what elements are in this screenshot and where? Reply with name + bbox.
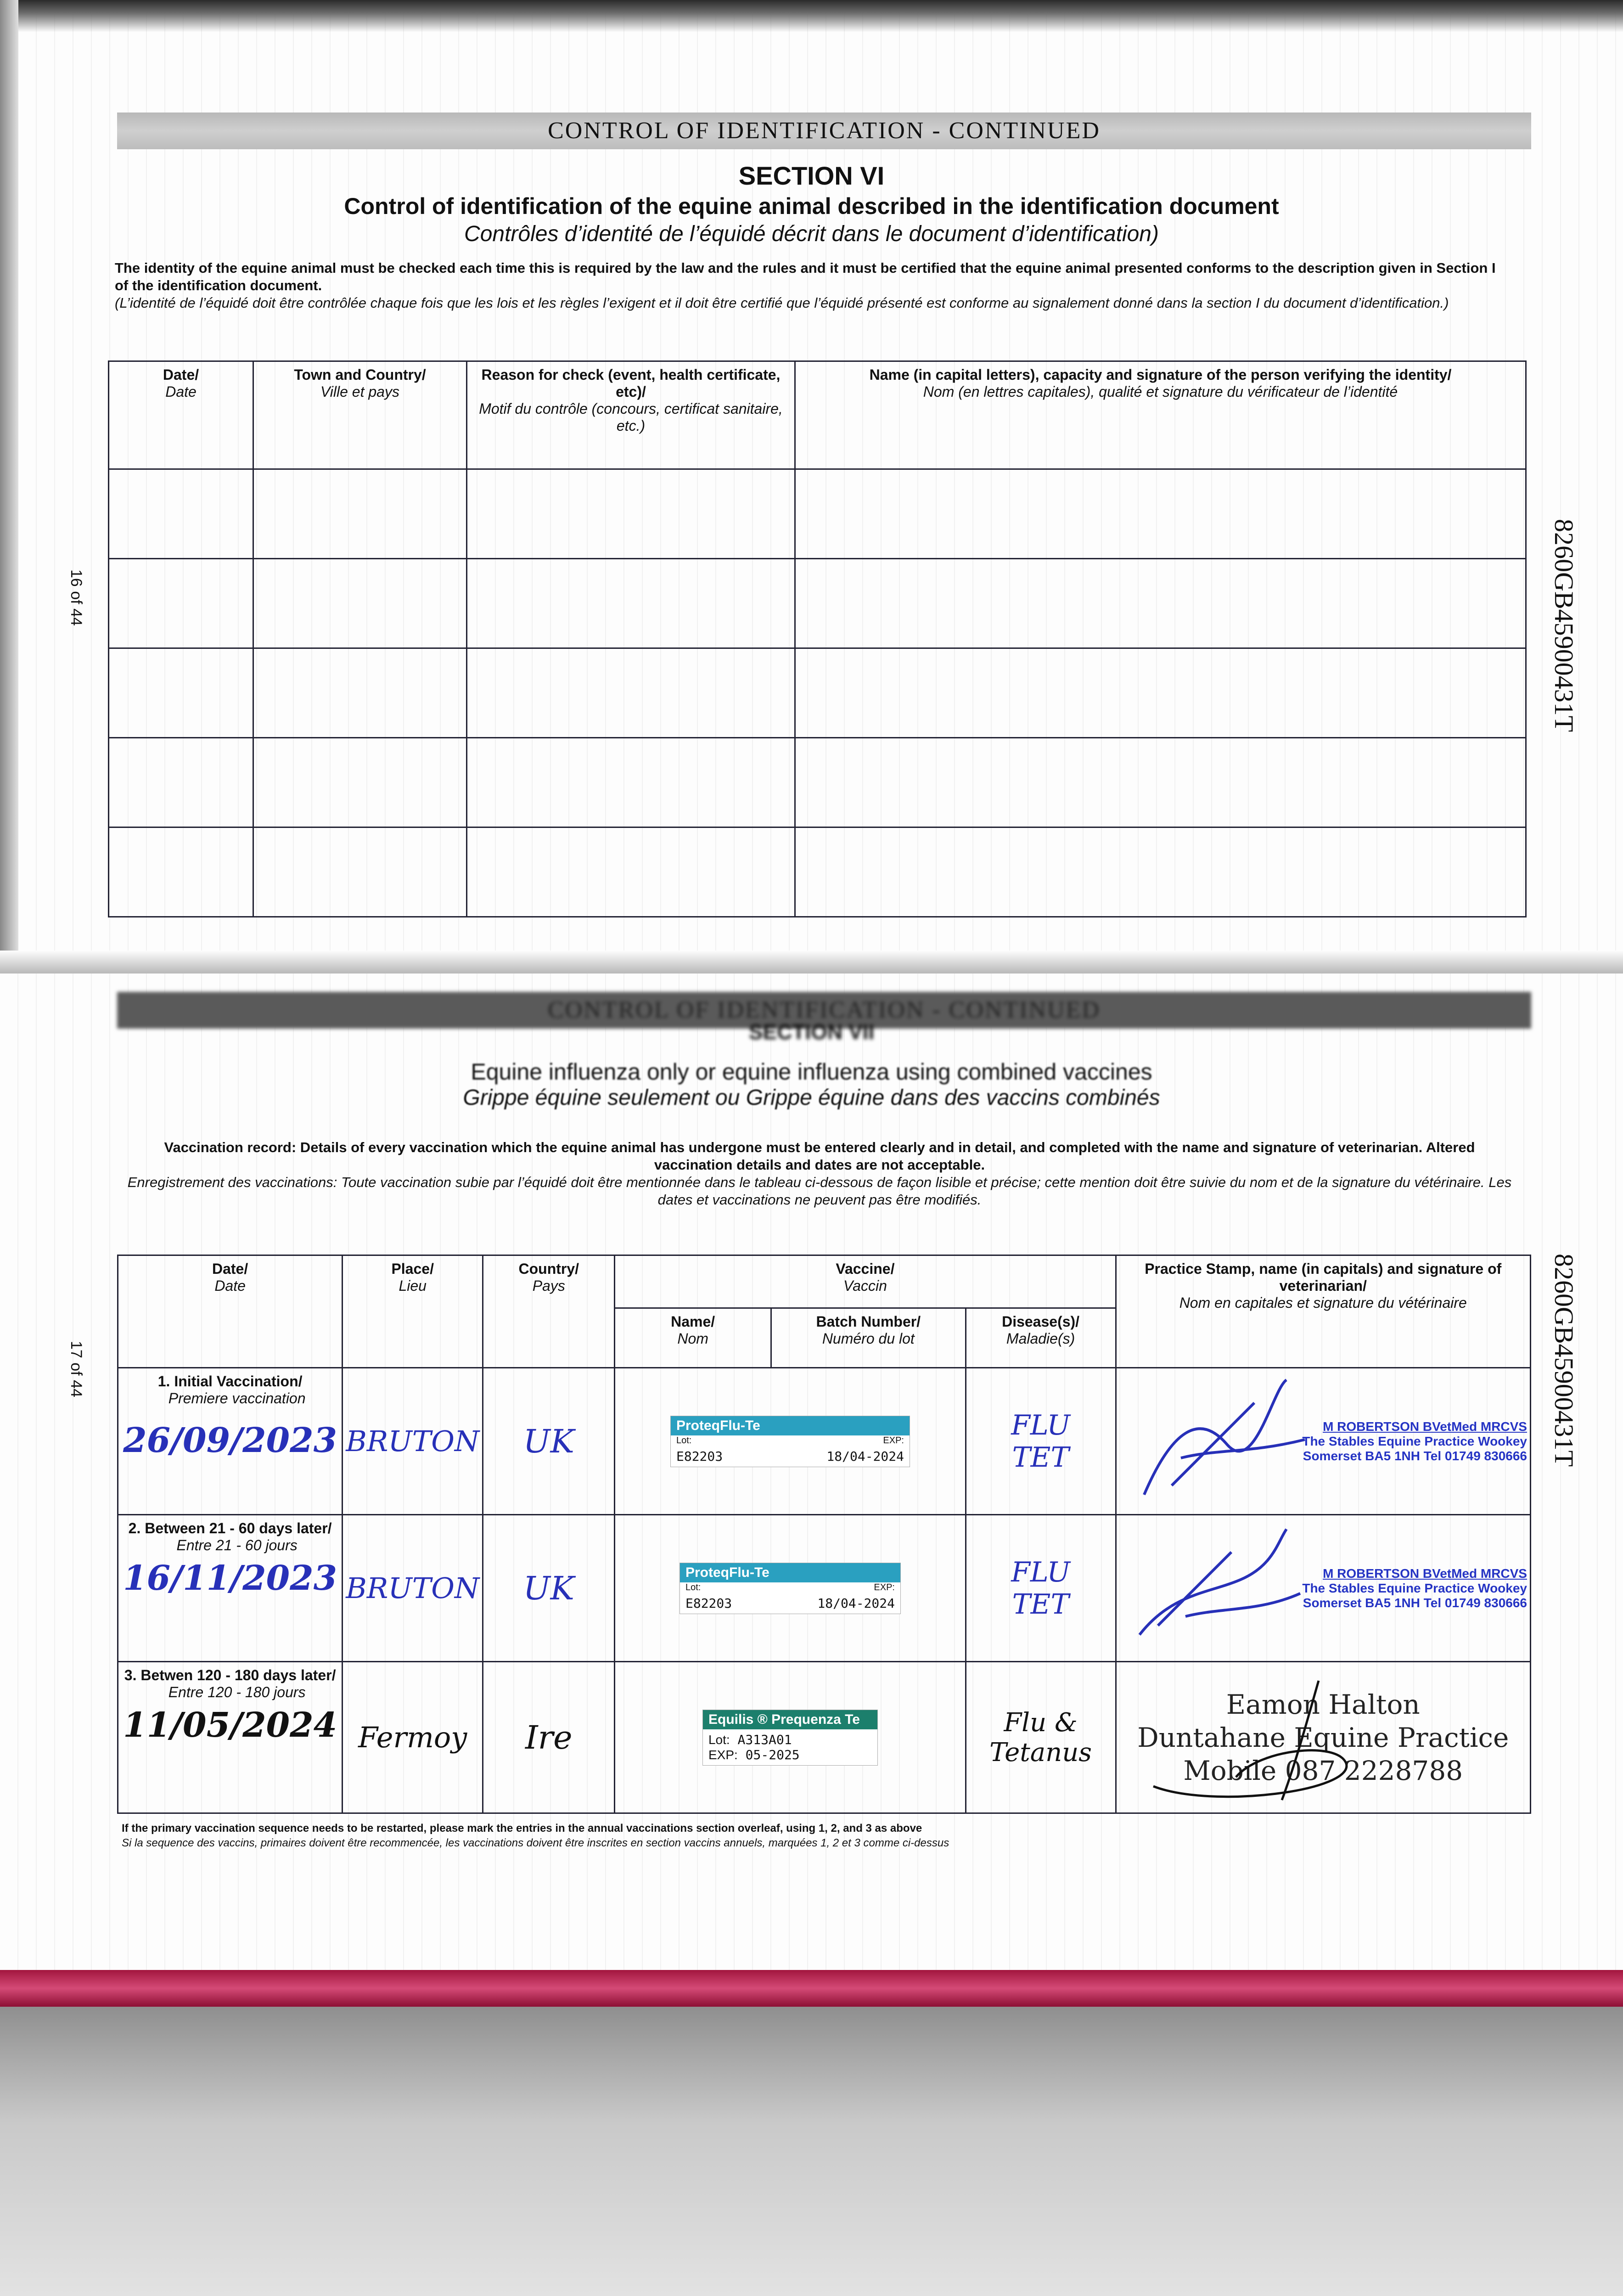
col-name-signature: Name (in capital letters), capacity and signature of the person verifying the identity/ Nom (en lettres capitales), qualité et signature du vérificateur de l’identité	[795, 361, 1526, 469]
date-value: 16/11/2023	[123, 1559, 337, 1598]
col-town: Town and Country/ Ville et pays	[253, 361, 467, 469]
page-17	[0, 974, 1623, 1970]
stamp-cell	[1116, 1368, 1530, 1515]
row-date-cell	[118, 1662, 343, 1813]
table-header-row	[109, 361, 1526, 469]
page-16	[0, 0, 1623, 974]
lot-label: Lot:	[685, 1582, 701, 1593]
vaccine-brand: ProteqFlu-Te	[680, 1563, 900, 1582]
table-row	[109, 827, 1526, 917]
heading-fr: Contrôles d’identité de l’équidé décrit dans le document d’identification)	[464, 222, 1159, 246]
lot-number: E82203	[685, 1595, 732, 1611]
lot-label: Lot:	[708, 1732, 730, 1747]
vaccine-label-cell	[615, 1515, 966, 1662]
row-label: 3. Betwen 120 - 180 days later/	[124, 1667, 336, 1683]
table-row	[109, 469, 1526, 559]
vaccine-sticker	[670, 1416, 910, 1467]
row-label-fr: Entre 21 - 60 jours	[176, 1537, 298, 1553]
table-row	[109, 559, 1526, 648]
country-value: UK	[523, 1422, 574, 1460]
vaccine-brand: Equilis ® Prequenza Te	[703, 1710, 877, 1729]
country-value: Ire	[525, 1718, 573, 1756]
expiry-date: 05-2025	[745, 1747, 800, 1762]
vaccine-sticker	[702, 1710, 878, 1766]
date-value: 26/09/2023	[123, 1421, 337, 1460]
col-batch-number: Batch Number/ Numéro du lot	[771, 1308, 966, 1368]
document-id: 8260GB45900431T	[1549, 519, 1579, 732]
disease-2: Tetanus	[989, 1737, 1092, 1767]
col-vaccine: Vaccine/ Vaccin	[615, 1255, 1116, 1308]
vaccine-brand: ProteqFlu-Te	[671, 1416, 910, 1435]
intro-text	[115, 259, 1511, 312]
table-row	[118, 1662, 1531, 1813]
intro-en: Vaccination record: Details of every vaccination which the equine animal has undergone must be entered clearly and in detail, and completed with the name and signature of veterinarian. Altered vaccination details and dates are not acceptable.	[164, 1139, 1475, 1173]
disease-1: Flu &	[1004, 1707, 1078, 1738]
expiry-date: 18/04-2024	[817, 1595, 895, 1611]
table-row	[118, 1368, 1531, 1515]
section-title: SECTION VI	[738, 161, 885, 190]
col-place: Place/ Lieu	[343, 1255, 483, 1368]
place-cell	[343, 1368, 483, 1515]
disease-cell	[966, 1662, 1116, 1813]
identity-check-table	[108, 360, 1527, 917]
table-row	[109, 648, 1526, 738]
heading-en: Equine influenza only or equine influenza using combined vaccines	[471, 1059, 1152, 1085]
col-vaccine-name: Name/ Nom	[615, 1308, 771, 1368]
vet-stamp: M ROBERTSON BVetMed MRCVS The Stables Equine Practice Wookey Somerset BA5 1NH Tel 01749 830666	[1302, 1419, 1527, 1463]
document-id: 8260GB45900431T	[1549, 1254, 1579, 1467]
book-cover-edge	[0, 1970, 1623, 2007]
row-date-cell	[118, 1515, 343, 1662]
place-value: Fermoy	[358, 1721, 467, 1754]
disease-2: TET	[1012, 1588, 1069, 1621]
section-banner: CONTROL OF IDENTIFICATION - CONTINUED	[117, 992, 1531, 1029]
lot-label: Lot:	[676, 1435, 692, 1446]
stamp-cell	[1116, 1662, 1530, 1813]
vaccine-label-cell	[615, 1368, 966, 1515]
date-value: 11/05/2024	[123, 1705, 337, 1745]
vet-stamp: Eamon Halton Duntahane Equine Practice Mobile 087 2228788	[1137, 1688, 1509, 1786]
table-header-row	[118, 1255, 1531, 1308]
table-row	[118, 1515, 1531, 1662]
stamp-cell	[1116, 1515, 1530, 1662]
place-cell	[343, 1515, 483, 1662]
disease-cell	[966, 1368, 1116, 1515]
page-number: 16 of 44	[67, 569, 85, 626]
vet-signature	[1144, 1671, 1383, 1809]
intro-text	[124, 1139, 1515, 1209]
lot-number: E82203	[676, 1448, 723, 1464]
section-title: SECTION VII	[748, 1020, 875, 1044]
disease-cell	[966, 1515, 1116, 1662]
col-practice-stamp: Practice Stamp, name (in capitals) and signature of veterinarian/ Nom en capitales et signature du vétérinaire	[1116, 1255, 1530, 1368]
vet-stamp: M ROBERTSON BVetMed MRCVS The Stables Equine Practice Wookey Somerset BA5 1NH Tel 01749 830666	[1302, 1566, 1527, 1610]
row-label: 2. Between 21 - 60 days later/	[128, 1520, 332, 1536]
col-country: Country/ Pays	[483, 1255, 615, 1368]
disease-1: FLU	[1011, 1409, 1070, 1441]
disease-2: TET	[1012, 1441, 1069, 1474]
country-cell	[483, 1368, 615, 1515]
place-value: BRUTON	[346, 1424, 480, 1458]
col-reason: Reason for check (event, health certificate, etc)/ Motif du contrôle (concours, certificat sanitaire, etc.)	[467, 361, 795, 469]
footnote-en: If the primary vaccination sequence needs to be restarted, please mark the entries in the annual vaccinations section overleaf, using 1, 2, and 3 as above	[122, 1822, 922, 1835]
exp-label: EXP:	[708, 1747, 738, 1762]
country-cell	[483, 1662, 615, 1813]
intro-fr: (L’identité de l’équidé doit être contrôlée chaque fois que les lois et les règles l’exigent et il doit être certifié que l’équidé présenté est conforme au signalement donné dans la section I du document d’identification.)	[115, 295, 1449, 311]
scanner-background	[0, 2007, 1623, 2296]
lot-number: A313A01	[737, 1732, 792, 1747]
section-banner: CONTROL OF IDENTIFICATION - CONTINUED	[117, 113, 1531, 149]
exp-label: EXP:	[874, 1582, 895, 1593]
scan-shadow	[0, 0, 1623, 32]
col-date: Date/ Date	[109, 361, 253, 469]
page-number: 17 of 44	[67, 1341, 85, 1397]
row-date-cell	[118, 1368, 343, 1515]
row-label-fr: Premiere vaccination	[168, 1390, 306, 1407]
place-cell	[343, 1662, 483, 1813]
vaccination-table	[117, 1255, 1531, 1814]
country-cell	[483, 1515, 615, 1662]
heading-fr: Grippe équine seulement ou Grippe équine dans des vaccins combinés	[463, 1086, 1160, 1110]
row-label: 1. Initial Vaccination/	[157, 1373, 303, 1390]
footnote-fr: Si la sequence des vaccins, primaires doivent être recommencée, les vaccinations doivent être inscrites en section vaccins annuels, marquées 1, 2 et 3 comme ci-dessus	[122, 1837, 949, 1849]
col-disease: Disease(s)/ Maladie(s)	[966, 1308, 1116, 1368]
vaccine-label-cell	[615, 1662, 966, 1813]
place-value: BRUTON	[346, 1571, 480, 1605]
expiry-date: 18/04-2024	[826, 1448, 904, 1464]
page-edge	[0, 0, 18, 974]
row-label-fr: Entre 120 - 180 jours	[168, 1684, 306, 1700]
table-row	[109, 738, 1526, 827]
intro-fr: Enregistrement des vaccinations: Toute vaccination subie par l’équidé doit être mentionnée dans le tableau ci-dessous de façon lisible et précise; cette mention doit être suivie du nom et de la signature du vétérinaire. Les dates et vaccinations ne peuvent pas être modifiés.	[127, 1174, 1512, 1208]
disease-1: FLU	[1011, 1556, 1070, 1588]
intro-en: The identity of the equine animal must be checked each time this is required by the law and the rules and it must be certified that the equine animal presented conforms to the description given in Section I of the identification document.	[115, 260, 1496, 293]
country-value: UK	[523, 1569, 574, 1607]
exp-label: EXP:	[883, 1435, 904, 1446]
col-date: Date/ Date	[118, 1255, 343, 1368]
heading-en: Control of identification of the equine animal described in the identification document	[344, 193, 1279, 219]
vaccine-sticker	[680, 1563, 901, 1614]
